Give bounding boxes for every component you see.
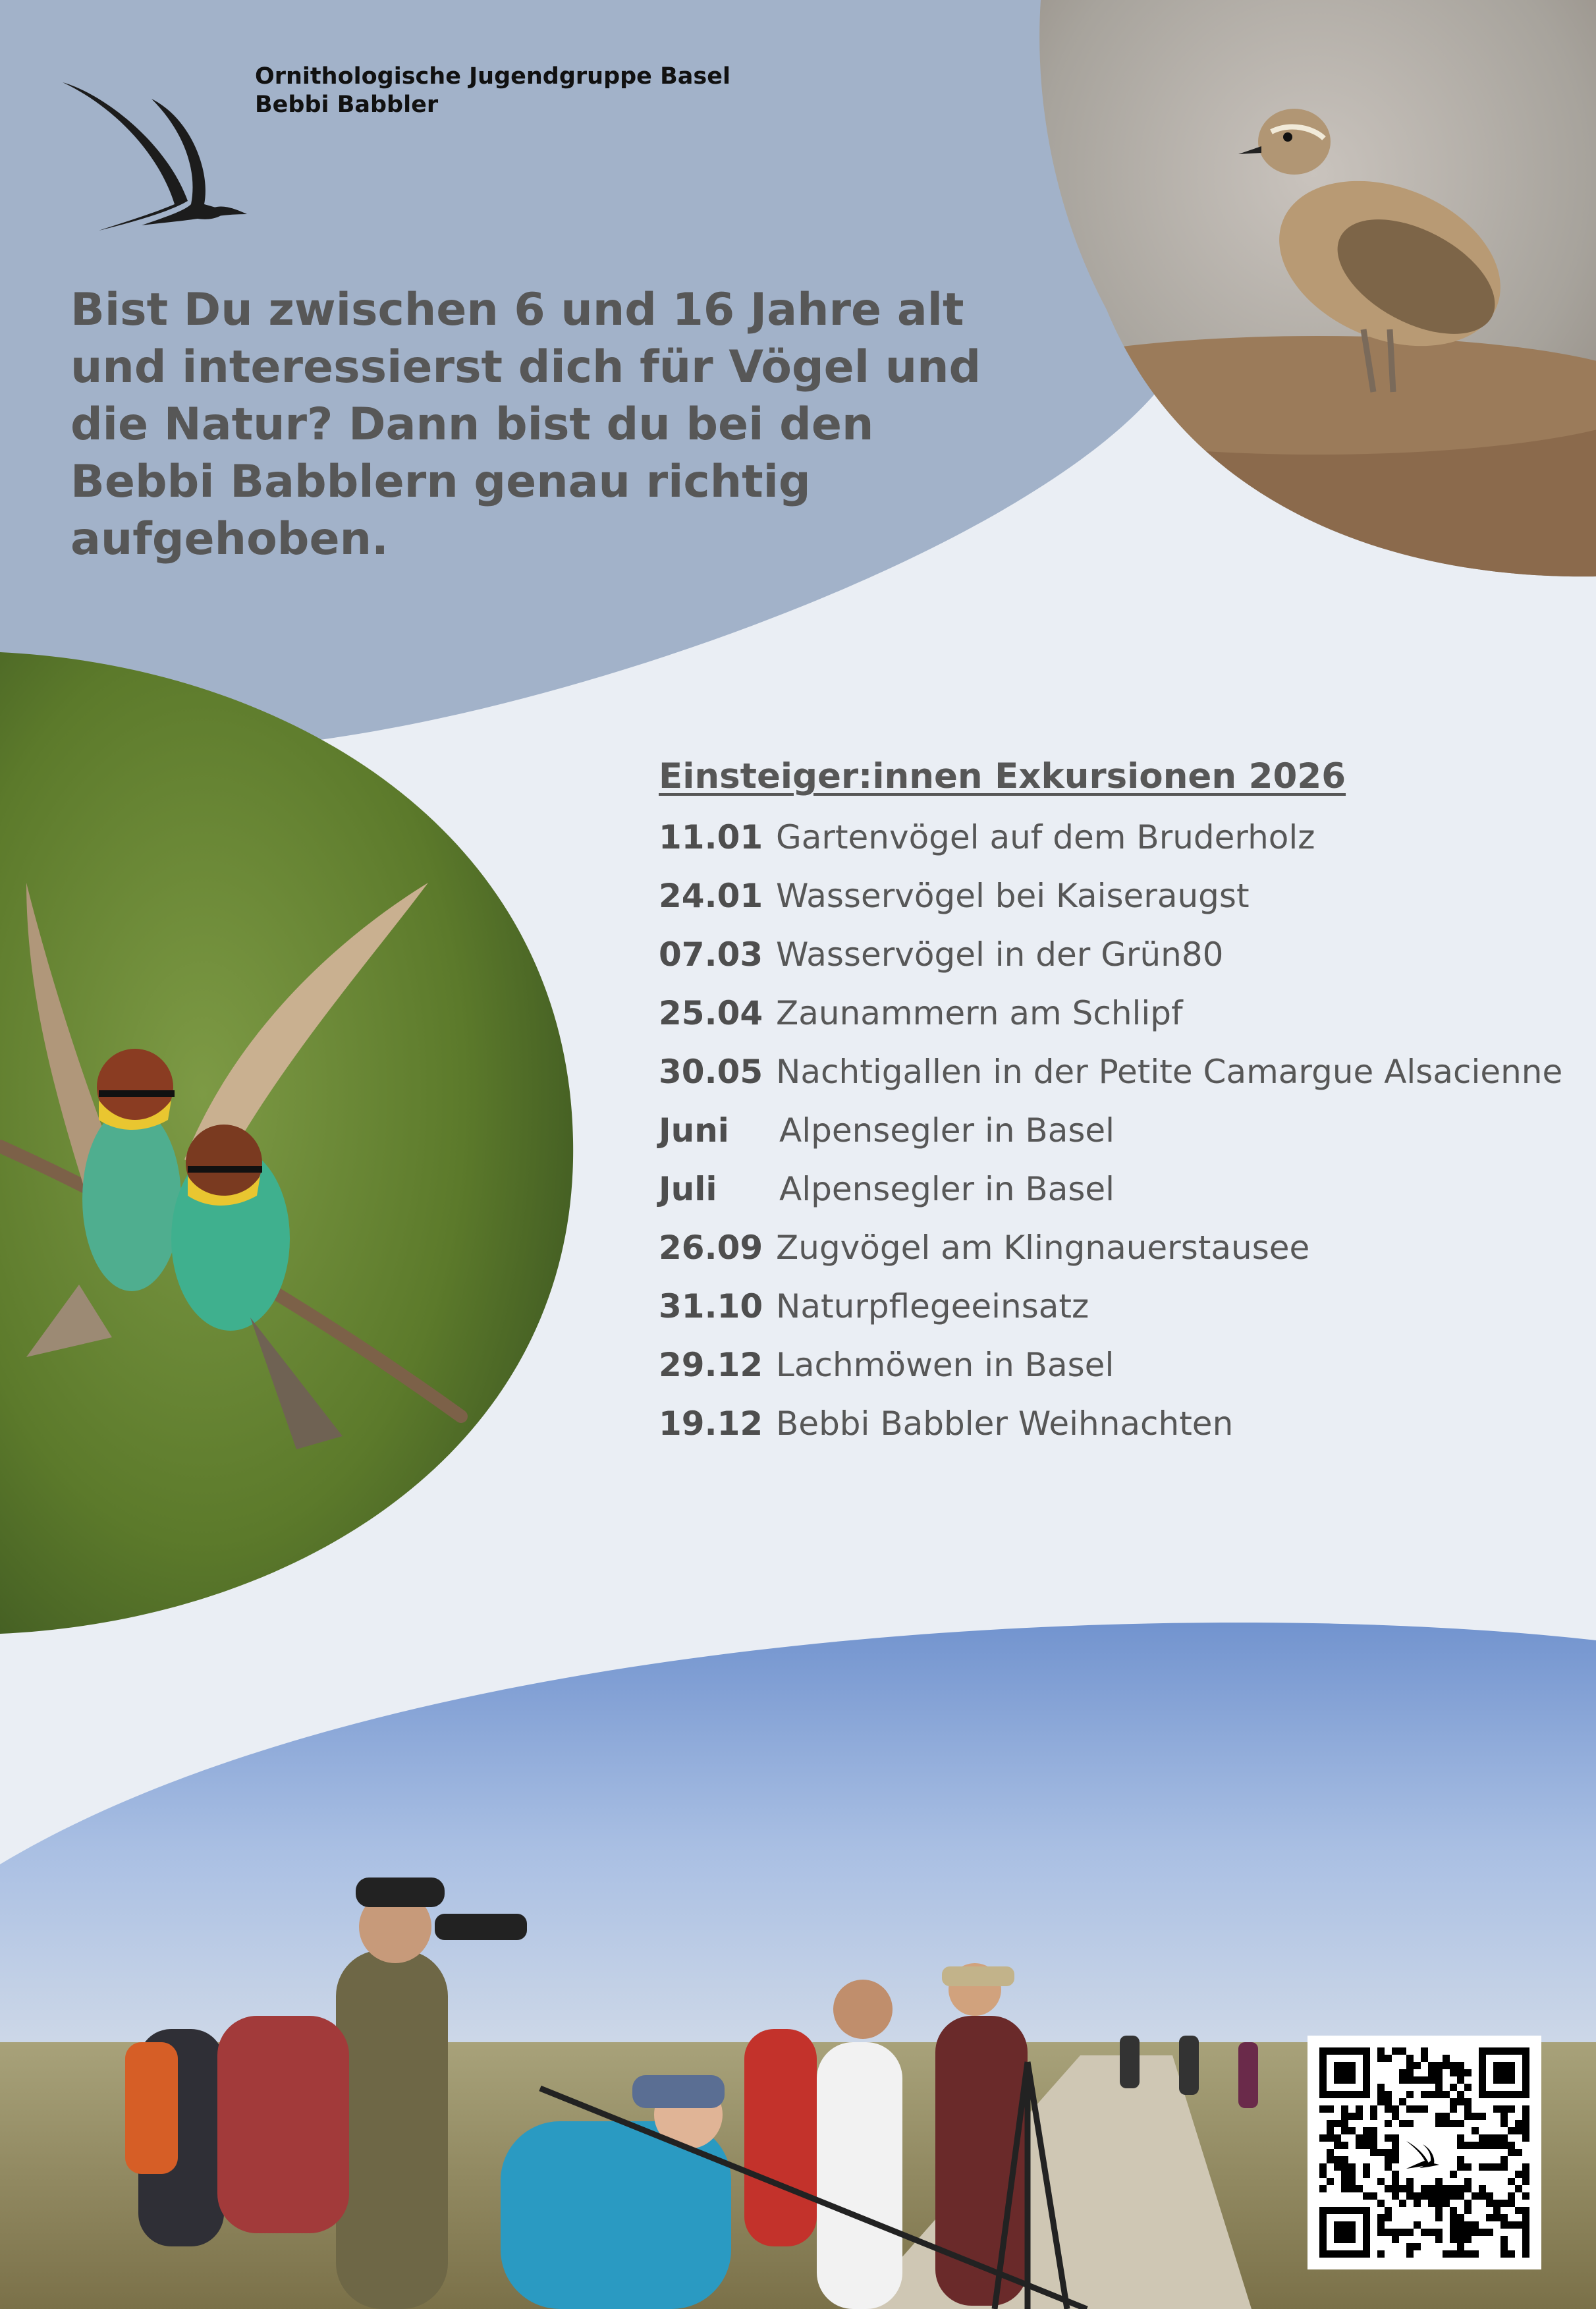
- schedule-date: 25.04: [659, 994, 763, 1032]
- schedule-text: Gartenvögel auf dem Bruderholz: [776, 818, 1315, 856]
- schedule-date: 29.12: [659, 1346, 763, 1384]
- schedule-row: [659, 935, 1224, 982]
- qr-code[interactable]: [1307, 2036, 1541, 2269]
- schedule-row: [659, 1053, 1562, 1099]
- qr-code-icon: [1307, 2036, 1541, 2269]
- schedule-text: Wasservögel bei Kaiseraugst: [776, 877, 1250, 915]
- schedule-text: Zaunammern am Schlipf: [776, 994, 1183, 1032]
- schedule-row: [659, 818, 1315, 864]
- schedule-date: 31.10: [659, 1287, 763, 1325]
- schedule-date: 24.01: [659, 877, 763, 915]
- schedule-row: [659, 1346, 1114, 1392]
- schedule-row: [659, 1229, 1309, 1275]
- schedule-text: Bebbi Babbler Weihnachten: [776, 1405, 1234, 1443]
- bee-eater-photo: [0, 646, 580, 1640]
- schedule-date: 11.01: [659, 818, 763, 856]
- intro-text: Bist Du zwischen 6 und 16 Jahre alt und interessierst dich für Vögel und die Natur? Dann bist du bei den Bebbi Babblern genau richtig aufgehoben.: [70, 284, 981, 565]
- schedule-text: Wasservögel in der Grün80: [776, 935, 1224, 974]
- schedule-text: Alpensegler in Basel: [779, 1111, 1115, 1150]
- schedule-text: Alpensegler in Basel: [779, 1170, 1115, 1208]
- schedule-text: Lachmöwen in Basel: [776, 1346, 1114, 1384]
- group-name: Bebbi Babbler: [255, 92, 439, 118]
- schedule-text: Naturpflegeeinsatz: [776, 1287, 1089, 1325]
- schedule-row: [659, 1405, 1233, 1451]
- schedule-date: 19.12: [659, 1405, 763, 1443]
- schedule-date: 26.09: [659, 1229, 763, 1267]
- schedule-date: 30.05: [659, 1053, 763, 1091]
- schedule-date: Juli: [659, 1170, 717, 1208]
- schedule-row: [659, 1111, 1114, 1157]
- schedule-row: [659, 1287, 1089, 1333]
- schedule-text: Nachtigallen in der Petite Camargue Alsacienne: [776, 1053, 1563, 1091]
- schedule-row: [659, 1170, 1114, 1216]
- schedule-date: Juni: [659, 1111, 729, 1150]
- schedule-date: 07.03: [659, 935, 763, 974]
- schedule-row: [659, 877, 1250, 923]
- schedule-row: [659, 994, 1183, 1040]
- schedule-text: Zugvögel am Klingnauerstausee: [776, 1229, 1310, 1267]
- schedule-title: Einsteiger:innen Exkursionen 2026: [659, 756, 1346, 796]
- swift-bird-logo-icon: [59, 79, 250, 237]
- org-name: Ornithologische Jugendgruppe Basel: [255, 63, 730, 90]
